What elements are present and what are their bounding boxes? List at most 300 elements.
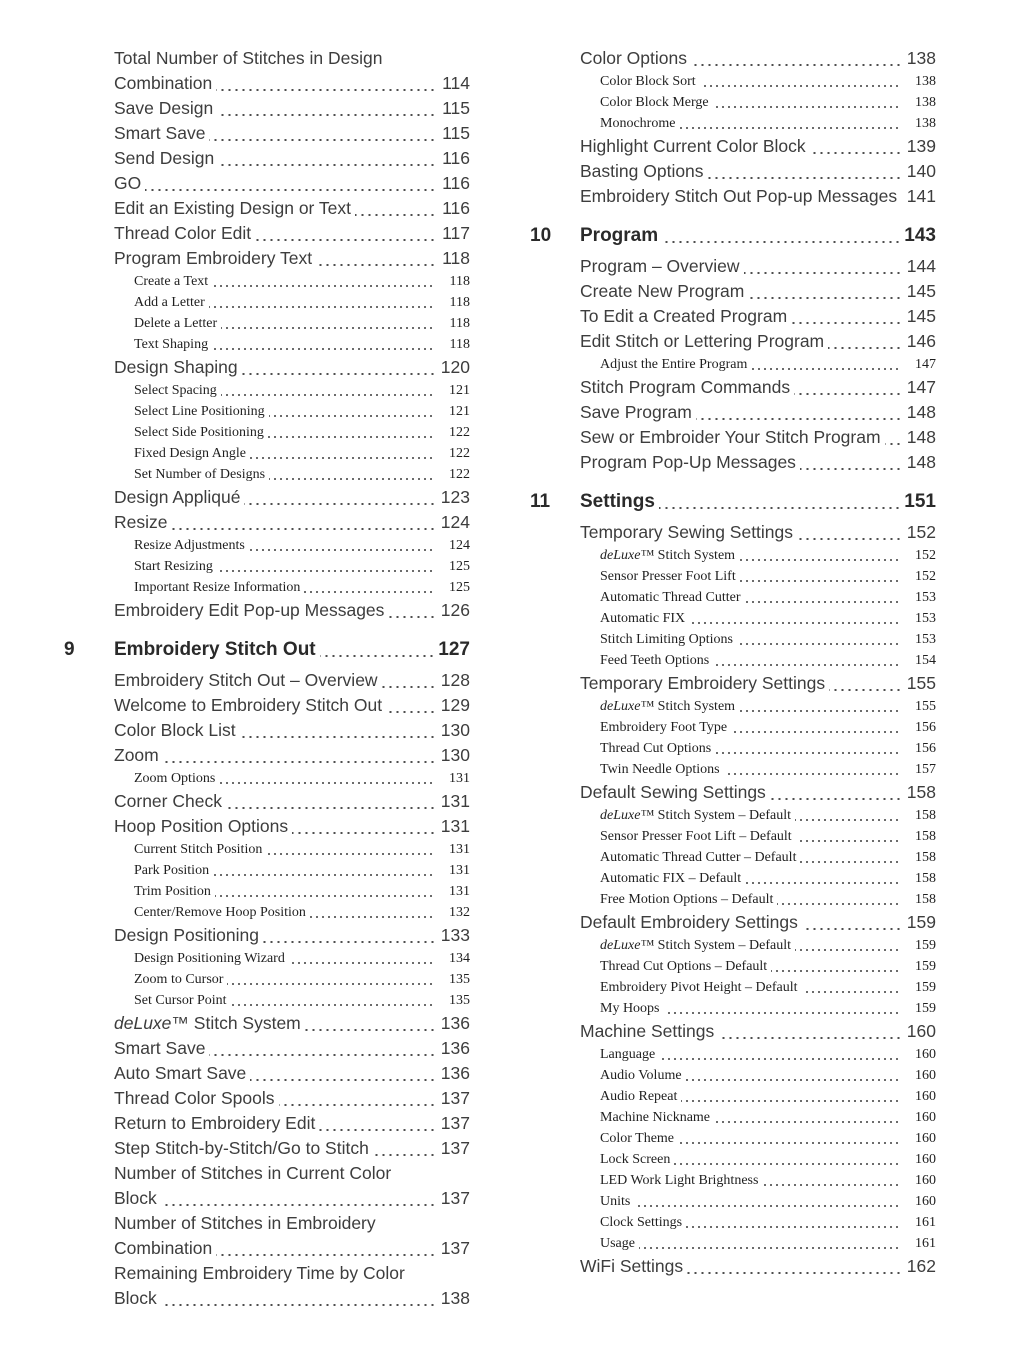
entry-title: Embroidery Stitch Out – Overview [114,670,382,690]
toc-entry[interactable] [64,881,484,902]
toc-entry[interactable] [530,159,950,184]
entry-title: Adjust the Entire Program [600,357,751,372]
toc-entry[interactable] [64,718,484,743]
entry-title: Select Line Positioning [134,404,269,419]
entry-title: Zoom Options [134,771,219,786]
entry-title: Basting Options [580,161,708,181]
chapter-number: 10 [530,223,580,249]
toc-entry[interactable] [530,587,950,608]
toc-entry[interactable] [530,910,950,935]
entry-title: Color Options [580,48,691,68]
toc-entry[interactable] [64,1086,484,1111]
toc-entry[interactable] [530,1233,950,1254]
toc-entry[interactable] [64,221,484,246]
toc-entry[interactable] [64,969,484,990]
entry-title: Corner Check [114,791,226,811]
entry-title: Current Stitch Position [134,842,266,857]
page-number: 152 [915,548,936,563]
toc-entry[interactable] [530,956,950,977]
entry-title: Smart Save [114,1038,209,1058]
entry-title: Save Design [114,98,217,118]
page-number: 160 [906,1021,936,1041]
entry-title-italic: deLuxe™ [600,808,655,823]
entry-title: Clock Settings [600,1215,686,1230]
toc-entry[interactable] [64,355,484,380]
toc-entry[interactable] [64,1061,484,1086]
page-number: 159 [915,1001,936,1016]
entry-title: Sew or Embroider Your Stitch Program [580,427,885,447]
entry-title: Lock Screen [600,1152,674,1167]
page-number: 148 [906,402,936,422]
entry-title: Twin Needle Options [600,762,724,777]
page-number: 158 [906,782,936,802]
page-number: 131 [449,771,470,786]
entry-title-italic: deLuxe™ [600,548,655,563]
page-number: 160 [915,1110,936,1125]
page-number: 125 [449,580,470,595]
page-number: 138 [440,1288,470,1308]
entry-title: Thread Color Spools [114,1088,279,1108]
page-number: 135 [449,993,470,1008]
toc-entry[interactable] [64,948,484,969]
entry-title: Audio Volume [600,1068,686,1083]
toc-entry[interactable] [64,510,484,535]
toc-entry[interactable] [530,717,950,738]
entry-title: Fixed Design Angle [134,446,250,461]
entry-title-italic: deLuxe™ [114,1013,189,1033]
toc-entry[interactable] [530,780,950,805]
toc-entry[interactable] [64,1011,484,1036]
entry-title: Create a Text [134,274,212,289]
toc-entry[interactable] [64,1161,484,1211]
entry-title: Return to Embroidery Edit [114,1113,319,1133]
toc-entry[interactable] [64,46,484,96]
entry-title: deLuxe™ Stitch System [114,1013,305,1033]
toc-entry[interactable] [64,485,484,510]
page-number: 131 [440,791,470,811]
page-number: 121 [449,383,470,398]
toc-entry[interactable] [530,134,950,159]
entry-title: Color Block Sort [600,74,700,89]
toc-entry[interactable] [530,450,950,475]
entry-title: Temporary Sewing Settings [580,522,797,542]
page-number: 143 [904,225,936,246]
entry-title: Design Positioning [114,925,263,945]
entry-title: Usage [600,1236,639,1251]
toc-entry[interactable] [530,520,950,545]
toc-entry[interactable] [64,668,484,693]
entry-title: deLuxe™ Stitch System – Default [600,938,795,953]
toc-entry[interactable] [64,743,484,768]
page-number: 137 [440,1088,470,1108]
entry-title: Set Cursor Point [134,993,231,1008]
entry-title: Program Embroidery Text [114,248,316,268]
page-number: 159 [915,959,936,974]
entry-title: Park Position [134,863,213,878]
entry-title: Color Block List [114,720,240,740]
entry-title: Embroidery Stitch Out Pop-up Messages [580,186,901,206]
entry-title: Edit an Existing Design or Text [114,198,355,218]
page-number: 160 [915,1068,936,1083]
toc-entry[interactable] [530,826,950,847]
page-number: 121 [449,404,470,419]
toc-entry[interactable] [64,334,484,355]
entry-title: Welcome to Embroidery Stitch Out [114,695,386,715]
toc-column-right [530,46,950,1279]
toc-entry[interactable] [64,401,484,422]
toc-entry[interactable] [530,1065,950,1086]
toc-entry[interactable] [64,990,484,1011]
entry-title: Default Sewing Settings [580,782,770,802]
toc-entry[interactable] [64,1211,484,1261]
page-number: 135 [449,972,470,987]
page-number: 114 [442,73,470,93]
entry-title: Select Side Positioning [134,425,268,440]
page-number: 139 [906,136,936,156]
page-number: 122 [449,467,470,482]
toc-entry[interactable] [530,889,950,910]
toc-entry[interactable] [64,902,484,923]
toc-entry[interactable] [530,629,950,650]
page-number: 131 [449,842,470,857]
entry-title-italic: deLuxe™ [600,938,655,953]
page-number: 137 [440,1238,470,1258]
toc-entry[interactable] [530,847,950,868]
toc-entry[interactable] [530,868,950,889]
toc-entry[interactable] [64,860,484,881]
page-number: 151 [904,491,936,512]
page-number: 117 [442,223,470,243]
toc-entry[interactable] [530,354,950,375]
entry-title: Hoop Position Options [114,816,292,836]
page-number: 122 [449,446,470,461]
entry-title: Save Program [580,402,696,422]
page-number: 116 [442,148,470,168]
entry-title: To Edit a Created Program [580,306,791,326]
toc-entry[interactable] [64,271,484,292]
toc-entry[interactable] [530,425,950,450]
chapter-number: 9 [64,637,114,663]
entry-title: Settings [580,491,659,512]
page-number: 161 [915,1236,936,1251]
page-number: 146 [906,331,936,351]
entry-title: deLuxe™ Stitch System [600,548,739,563]
toc-entry[interactable] [64,839,484,860]
entry-title: Language [600,1047,659,1062]
entry-title: Number of Stitches in Embroidery Combination [114,1213,376,1258]
entry-title: Automatic FIX – Default [600,871,745,886]
toc-entry[interactable] [530,46,950,71]
toc-entry[interactable] [64,380,484,401]
entry-title: Color Block Merge [600,95,713,110]
page-number: 137 [440,1138,470,1158]
page-number: 131 [440,816,470,836]
entry-title: Highlight Current Color Block [580,136,810,156]
entry-title: Set Number of Designs [134,467,269,482]
toc-entry[interactable] [530,113,950,134]
page-number: 131 [449,863,470,878]
toc-entry[interactable] [64,171,484,196]
page-number: 134 [449,951,470,966]
entry-title: Design Positioning Wizard [134,951,289,966]
toc-entry[interactable] [530,71,950,92]
entry-title: Stitch Program Commands [580,377,794,397]
toc-entry[interactable] [530,738,950,759]
page-number: 136 [440,1063,470,1083]
entry-title: Number of Stitches in Current Color Block [114,1163,392,1208]
toc-entry[interactable] [64,422,484,443]
page-number: 118 [449,295,470,310]
entry-title: Resize [114,512,172,532]
entry-title: Machine Settings [580,1021,718,1041]
page-number: 158 [915,892,936,907]
toc-entry[interactable] [530,184,950,209]
page-number: 155 [906,673,936,693]
entry-title: Monochrome [600,116,679,131]
page-number: 120 [440,357,470,377]
entry-title: Delete a Letter [134,316,221,331]
page-number: 160 [915,1194,936,1209]
toc-entry[interactable] [64,1136,484,1161]
page-number: 152 [915,569,936,584]
page-number: 118 [442,248,470,268]
page-number: 158 [915,850,936,865]
toc-entry[interactable] [530,1149,950,1170]
page-number: 153 [915,632,936,647]
page-number: 159 [906,912,936,932]
toc-entry[interactable] [530,304,950,329]
page-number: 156 [915,720,936,735]
entry-title: Default Embroidery Settings [580,912,802,932]
entry-title: Start Resizing [134,559,217,574]
toc-entry[interactable] [530,1170,950,1191]
page-number: 115 [442,98,470,118]
page-number: 155 [915,699,936,714]
page-number: 130 [440,745,470,765]
page-number: 118 [449,337,470,352]
toc-entry[interactable] [530,1044,950,1065]
entry-title: Machine Nickname [600,1110,714,1125]
entry-title: Embroidery Stitch Out [114,639,320,660]
toc-entry[interactable] [64,768,484,789]
entry-title: Embroidery Pivot Height – Default [600,980,802,995]
page-number: 118 [449,316,470,331]
toc-entry[interactable] [530,759,950,780]
entry-title: Embroidery Foot Type [600,720,731,735]
toc-entry[interactable] [64,196,484,221]
toc-entry[interactable] [64,1261,484,1311]
page-number: 145 [906,306,936,326]
page-number: 124 [440,512,470,532]
page-number: 147 [915,357,936,372]
entry-title: Program [580,225,662,246]
entry-title: Sensor Presser Foot Lift – Default [600,829,796,844]
page-number: 159 [915,938,936,953]
page-number: 137 [440,1113,470,1133]
toc-entry[interactable] [530,671,950,696]
page-number: 158 [915,808,936,823]
toc-entry[interactable] [530,1019,950,1044]
page-number: 123 [440,487,470,507]
toc-entry[interactable] [530,1212,950,1233]
toc-entry[interactable] [530,566,950,587]
entry-title: Automatic Thread Cutter [600,590,744,605]
page-number: 138 [915,74,936,89]
page-number: 136 [440,1038,470,1058]
toc-chapter[interactable] [530,489,950,515]
toc-chapter[interactable] [64,637,484,663]
toc-entry[interactable] [64,598,484,623]
toc-entry[interactable] [64,246,484,271]
toc-entry[interactable] [64,814,484,839]
toc-entry[interactable] [530,329,950,354]
page-number: 156 [915,741,936,756]
page-number: 160 [915,1047,936,1062]
entry-title: Design Appliqué [114,487,244,507]
toc-entry[interactable] [530,545,950,566]
toc-entry[interactable] [530,279,950,304]
entry-title: Text Shaping [134,337,212,352]
page-number: 160 [915,1089,936,1104]
entry-title: Automatic Thread Cutter – Default [600,850,800,865]
page-number: 161 [915,1215,936,1230]
toc-chapter[interactable] [530,223,950,249]
entry-title: Important Resize Information [134,580,304,595]
page-number: 160 [915,1131,936,1146]
page-number: 140 [906,161,936,181]
toc-entry[interactable] [64,693,484,718]
page-number: 129 [440,695,470,715]
toc-entry[interactable] [64,146,484,171]
toc-entry[interactable] [64,1036,484,1061]
page-number: 154 [915,653,936,668]
entry-title: Embroidery Edit Pop-up Messages [114,600,388,620]
entry-title: Edit Stitch or Lettering Program [580,331,828,351]
page-number: 115 [442,123,470,143]
toc-entry[interactable] [530,1191,950,1212]
entry-title: Automatic FIX [600,611,689,626]
toc-entry[interactable] [530,935,950,956]
toc-entry[interactable] [530,400,950,425]
page-number: 147 [906,377,936,397]
page-number: 122 [449,425,470,440]
page-number: 130 [440,720,470,740]
toc-entry[interactable] [530,650,950,671]
toc-entry[interactable] [530,1128,950,1149]
page-number: 128 [440,670,470,690]
page-number: 148 [906,427,936,447]
entry-title: Resize Adjustments [134,538,249,553]
toc-entry[interactable] [530,1107,950,1128]
entry-title: WiFi Settings [580,1256,687,1276]
page-number: 116 [442,198,470,218]
toc-entry[interactable] [64,443,484,464]
page-number: 137 [440,1188,470,1208]
toc-entry[interactable] [64,923,484,948]
toc-entry[interactable] [64,292,484,313]
entry-title: Auto Smart Save [114,1063,250,1083]
page-number: 152 [906,522,936,542]
page-number: 131 [449,884,470,899]
entry-title: GO [114,173,145,193]
page-number: 125 [449,559,470,574]
page-number: 157 [915,762,936,777]
entry-title: Stitch Limiting Options [600,632,737,647]
page-number: 160 [915,1152,936,1167]
page-number: 145 [906,281,936,301]
page-number: 124 [449,538,470,553]
page-number: 153 [915,590,936,605]
entry-title: Zoom [114,745,163,765]
chapter-number: 11 [530,489,580,515]
entry-title: deLuxe™ Stitch System [600,699,739,714]
page-number: 138 [915,95,936,110]
entry-title: Smart Save [114,123,209,143]
entry-title: Select Spacing [134,383,221,398]
toc-entry[interactable] [530,1254,950,1279]
page-number: 138 [915,116,936,131]
entry-title: Center/Remove Hoop Position [134,905,310,920]
entry-title: Thread Color Edit [114,223,255,243]
toc-entry[interactable] [64,789,484,814]
page-number: 141 [906,186,936,206]
entry-title: Program – Overview [580,256,744,276]
entry-title: Free Motion Options – Default [600,892,777,907]
page-number: 158 [915,871,936,886]
page-number: 116 [442,173,470,193]
entry-title: Zoom to Cursor [134,972,227,987]
page-number: 162 [906,1256,936,1276]
toc-entry[interactable] [64,577,484,598]
entry-title: Thread Cut Options – Default [600,959,771,974]
page-number: 132 [449,905,470,920]
page-number: 133 [440,925,470,945]
toc-entry[interactable] [530,92,950,113]
toc-entry[interactable] [530,1086,950,1107]
page-number: 138 [906,48,936,68]
toc-entry[interactable] [64,313,484,334]
toc-entry[interactable] [530,998,950,1019]
entry-title: Remaining Embroidery Time by Color Block [114,1263,405,1308]
toc-entry[interactable] [64,121,484,146]
page-number: 127 [438,639,470,660]
entry-title: Sensor Presser Foot Lift [600,569,740,584]
entry-title: My Hoops [600,1001,664,1016]
toc-entry[interactable] [530,608,950,629]
page-number: 159 [915,980,936,995]
entry-title: Total Number of Stitches in Design Combination [114,48,383,93]
toc-entry[interactable] [530,696,950,717]
toc-entry[interactable] [64,556,484,577]
toc-entry[interactable] [64,96,484,121]
page-number: 153 [915,611,936,626]
toc-entry[interactable] [530,805,950,826]
page-number: 144 [906,256,936,276]
entry-title: deLuxe™ Stitch System – Default [600,808,795,823]
entry-title-italic: deLuxe™ [600,699,655,714]
toc-column-left [64,46,484,1311]
toc-entry[interactable] [530,977,950,998]
toc-entry[interactable] [64,1111,484,1136]
entry-title: Design Shaping [114,357,242,377]
toc-entry[interactable] [530,375,950,400]
toc-entry[interactable] [64,464,484,485]
page-number: 126 [440,600,470,620]
toc-entry[interactable] [530,254,950,279]
entry-title: Units [600,1194,634,1209]
entry-title: Program Pop-Up Messages [580,452,800,472]
toc-entry[interactable] [64,535,484,556]
